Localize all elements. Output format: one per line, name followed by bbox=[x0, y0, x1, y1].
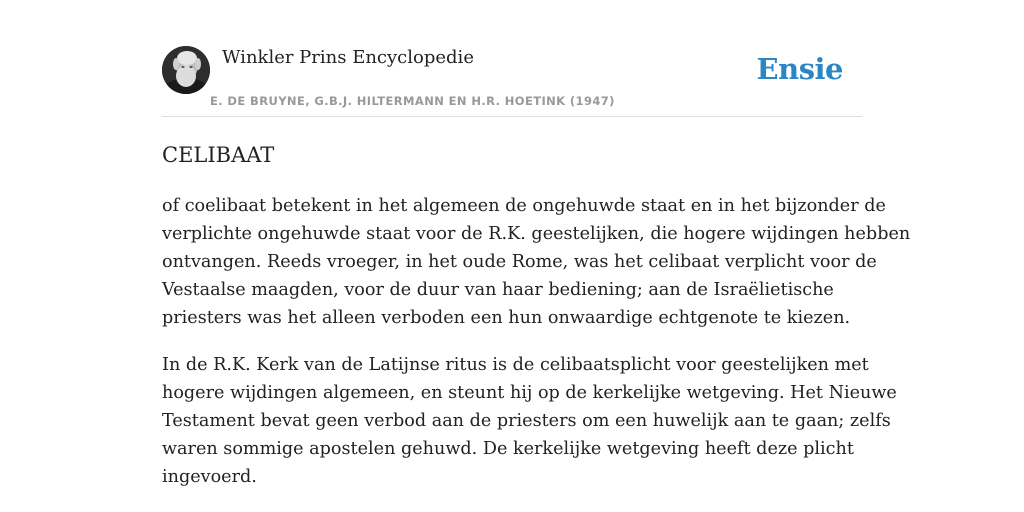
paragraph-1 bbox=[162, 192, 911, 332]
text-line: In de R.K. Kerk van de Latijnse ritus is de celibaatsplicht voor geestelijken met bbox=[162, 355, 869, 375]
portrait-graphic bbox=[162, 46, 210, 94]
article-title: CELIBAAT bbox=[162, 143, 275, 167]
text-line: priesters was het alleen verboden een hun onwaardige echtgenote te kiezen. bbox=[162, 308, 851, 328]
article-body bbox=[162, 192, 911, 510]
text-line: Vestaalse maagden, voor de duur van haar bediening; aan de Israëlietische bbox=[162, 280, 834, 300]
paragraph-2 bbox=[162, 351, 897, 491]
text-line: waren sommige apostelen gehuwd. De kerkelijke wetgeving heeft deze plicht bbox=[162, 439, 854, 459]
text-line: ingevoerd. bbox=[162, 467, 257, 487]
source-header bbox=[162, 46, 862, 117]
text-line: of coelibaat betekent in het algemeen de ongehuwde staat en in het bijzonder de bbox=[162, 196, 886, 216]
source-authors: E. DE BRUYNE, G.B.J. HILTERMANN EN H.R. HOETINK (1947) bbox=[210, 94, 615, 108]
brand-logo[interactable]: Ensie bbox=[756, 52, 843, 86]
text-line: hogere wijdingen algemeen, en steunt hij op de kerkelijke wetgeving. Het Nieuwe bbox=[162, 383, 897, 403]
text-line: Testament bevat geen verbod aan de priesters om een huwelijk aan te gaan; zelfs bbox=[162, 411, 891, 431]
text-line: verplichte ongehuwde staat voor de R.K. geestelijken, die hogere wijdingen hebben bbox=[162, 224, 911, 244]
source-title[interactable]: Winkler Prins Encyclopedie bbox=[222, 47, 474, 68]
author-portrait-icon[interactable] bbox=[162, 46, 210, 94]
text-line: ontvangen. Reeds vroeger, in het oude Rome, was het celibaat verplicht voor de bbox=[162, 252, 877, 272]
